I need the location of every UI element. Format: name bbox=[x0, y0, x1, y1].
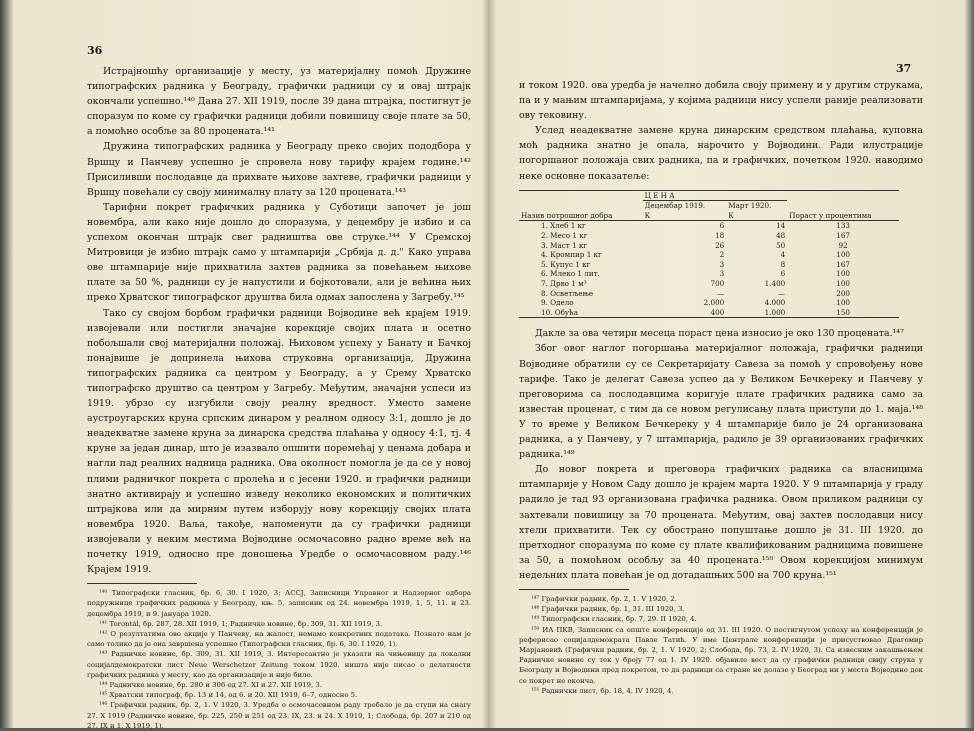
cell-mar: 14 bbox=[776, 221, 786, 231]
right-page bbox=[492, 0, 974, 728]
footnote: ¹⁴⁶ Графички радник, бр. 2, 1. V 1920, 3. Уредба о осмочасовном раду требало је да ступи на снагу 27. X 1919 (Радничке новине, бр. 225, 250 и 251 од 23. IX, 23. и 24. X 1919, 1; Слобода, бр. 207 и 210 од 27. IX и 1. X 1919, 1). bbox=[87, 701, 471, 730]
table-row bbox=[519, 289, 899, 299]
cell-dec: 700 bbox=[710, 279, 725, 288]
cell-name: 3. Маст 1 кг bbox=[541, 240, 588, 250]
footnote: ¹⁵⁰ ИА ПКВ, Записник са опште конференције од 31. III 1920. О постигнутом успеху на конференцији је реферисао социјалдемократа Павле Татић. У име Централе конференцији је присуствовао Драгомир Марјановић (Графички радник, бр. 2, 1. V 1920, 2; Слобода, бр. 73, 2. IV 1920, 3). Са извесним закашњењем Радничке новине су тек у броју 77 од 1. IV 1920. објавиле вест да су графички радници свију струка у Београду и Војводини пред покретом, те да радници са стране не долазе у Београд ни у места Војводине док се покрет не оконча. bbox=[519, 625, 923, 685]
cell-mar: — bbox=[778, 288, 786, 298]
col-name-header: Назив потрошног добра bbox=[519, 190, 643, 221]
table-row bbox=[519, 298, 899, 308]
cell-dec: 26 bbox=[715, 240, 725, 250]
cell-mar: 4.000 bbox=[764, 298, 786, 308]
footnote: ¹⁴⁰ Типографски гласник, бр. 6, 30. I 1920, 3; АССЈ, Записници Управног и Надзорног одбора подружнице графичких радника у Београду, књ. 5, записник од 24. новембра 1919, 1, 5, 11. и 23. децембра 1919, и 9. јануара 1920. bbox=[87, 589, 471, 618]
paragraph: Дружина типографских радника у Београду преко својих пододбора у Вршцу и Панчеву успешно је спровела нову тарифу крајем године.¹⁴² Присиливши послодавце да прихвате њихове захтеве, графички радници у Вршцу повећали су своју минималну плату за 120 процената.¹⁴³ bbox=[87, 141, 471, 198]
price-rows bbox=[519, 221, 899, 318]
left-body bbox=[87, 64, 471, 731]
cell-dec: 2.000 bbox=[703, 298, 725, 308]
footnote-divider bbox=[87, 583, 197, 584]
cell-dec: 18 bbox=[715, 231, 725, 241]
paragraph: и током 1920. ова уредба је начелно добила своју примену и у другим струкама, па и у мањим штампаријама, у којима радници нису успели раније реализовати ову тековину. bbox=[519, 80, 923, 122]
cell-dec: — bbox=[717, 288, 725, 298]
cell-growth: 100 bbox=[836, 250, 850, 260]
footnote-divider bbox=[519, 589, 629, 590]
cell-dec: 6 bbox=[719, 221, 725, 231]
cell-mar: 1.400 bbox=[764, 279, 786, 288]
cell-mar: 48 bbox=[776, 231, 786, 241]
cell-mar: 50 bbox=[776, 240, 786, 250]
cell-mar: 6 bbox=[780, 269, 786, 279]
table-row bbox=[519, 221, 899, 231]
cell-mar: 8 bbox=[780, 259, 786, 269]
footnote: ¹⁴⁹ Типографски гласник, бр. 7, 29. II 1920, 4. bbox=[531, 615, 697, 624]
footnote: ¹⁴⁴ Радничке новине, бр. 280 и 306 од 27. XI и 27. XII 1919, 3. bbox=[99, 681, 322, 690]
right-body bbox=[519, 78, 923, 696]
paragraph: Истрајношћу организације у месту, уз материјалну помоћ Дружине типографских радника у Београду, графички радници су и овај штрајк окончали успешно.¹⁴⁰ Дана 27. XII 1919, после 39 дана штрајка, постигнут је споразум по коме су графички радници добили повишицу своје плате за 50, а помоћно особље за 80 процената.¹⁴¹ bbox=[87, 66, 471, 138]
cell-growth: 150 bbox=[787, 308, 899, 318]
page-number-left: 36 bbox=[87, 44, 103, 57]
table-row bbox=[519, 231, 899, 241]
cell-growth: 100 bbox=[836, 269, 850, 279]
cell-growth: 133 bbox=[836, 221, 850, 231]
col-growth-header: Пораст у процентима bbox=[787, 190, 899, 221]
footnote: ¹⁴⁸ Графички радник, бр. 1, 31. III 1920, 3. bbox=[531, 605, 685, 614]
cell-dec: 3 bbox=[719, 269, 725, 279]
cell-mar: 1.000 bbox=[726, 308, 787, 318]
cell-growth: 167 bbox=[836, 259, 850, 269]
cell-name: 9. Одело bbox=[541, 298, 574, 308]
cell-dec: 2 bbox=[719, 250, 725, 260]
paragraph: Тако су својом борбом графички радници Војводине већ крајем 1919. извојевали или постигли значајне корекције својих плата и осетно побољшали свој материјални положај. Њиховом успеху у Банату и Бачкој понајвише је допринела њихова струковна организација, Дружина типографских радника са центром у Београду, а у Срему Хрватско типографско друштво са центром у Загребу. Међутим, значајни успеси из 1919. убрзо су изгубили своју реалну вредност. Уместо замене аустроугарских круна српским динаром у реалном односу 3:1, дошло је до неадекватне замене круна за динарска средства плаћања у односу 4:1, тј. 4 круне за један динар, што је изазвало опшити поремећај у ценама добара и нагли пад реалних надница радника. Ова околност помогла је да се у новој плими радничког покрета с пролећа и с јесени 1920. и графички радници знатно активирају и успешно изведу неколико економских и политичких штрајкова или да мирним путем изборују нову корекцију својих плата новембра 1920. Ваља, такође, напоменути да су графички радници извојевали у неким местима Војводине осмочасовно радно време већ на почетку 1919, односно пре доношења Уредбе о осмочасовном раду.¹⁴⁶ Крајем 1919. bbox=[87, 307, 471, 576]
paragraph: Дакле за ова четири месеца пораст цена износио је око 130 процената.¹⁴⁷ bbox=[535, 328, 904, 340]
footnote: ¹⁴¹ Torontál, бр. 287, 28. XII 1919, 1; Радничке новине, бр. 309, 31. XII 1919, 3. bbox=[99, 619, 383, 628]
footnote: ¹⁴² О резултатима ове акције у Панчеву, на жалост, немамо конкретних података. Познато нам је само толико да је она завршена успешно (Типографски гласник, бр. 6, 30. I 1920, 1). bbox=[87, 630, 471, 649]
table-row bbox=[519, 241, 899, 251]
cell-dec: 400 bbox=[643, 308, 727, 318]
footnote: ¹⁴³ Радничке новине, бр. 309, 31. XII 1919, 3. Интересантно је указати на чињеницу да локални социјалдемократски лист Neue Werschetzer Zeitung током 1920. ништа није писао о делатности графичких радника у месту, као да организације и није било. bbox=[87, 650, 471, 679]
cell-dec: 3 bbox=[719, 259, 725, 269]
paragraph: До новог покрета и преговора графичких радника са власницима штампарије у Новом Саду дошло је крајем марта 1920. У 9 штампарија у граду радило је тад 93 организована графичка радника. Овом приликом радници су захтевали повишицу за 70 процената. Међутим, овај захтев послодавци нису хтели прихватити. Тек су обострано попуштање дошло је 31. III 1920. до претходног споразума по коме су плате квалификованим радницима повишене за 50, а помоћном особљу за 40 процената.¹⁵⁰ Овом корекцијом минимум недељних плата повећан је од дотадашњих 500 на 700 круна.¹⁵¹ bbox=[519, 464, 923, 581]
page-number-right: 37 bbox=[896, 62, 912, 75]
table-row bbox=[519, 269, 899, 279]
footnote: ¹⁴⁷ Графички радник, бр. 2, 1. V 1920, 2. bbox=[531, 594, 677, 603]
footnote: ¹⁴⁵ Хрватски типограф, бр. 13 и 14, од 6. и 20. XII 1919, 6–7, односно 5. bbox=[99, 691, 358, 700]
paragraph: Услед неадекватне замене круна динарским средством плаћања, куповна моћ радника знатно је опала, нарочито у Војводини. Ради илустрације погоршаног положаја свих радника, па и графичких, почетком 1920. наводимо неке основне показатеље: bbox=[519, 125, 923, 182]
cell-growth: 92 bbox=[838, 240, 848, 250]
cell-growth: 100 bbox=[836, 298, 850, 308]
cell-name: 7. Дрво 1 м³ bbox=[541, 279, 587, 288]
table-row bbox=[519, 279, 899, 289]
cell-name: 10. Обућа bbox=[519, 308, 643, 318]
table-row bbox=[519, 308, 899, 318]
cell-mar: 4 bbox=[780, 250, 786, 260]
col-dec-header: Децембар 1919. К bbox=[643, 201, 727, 221]
footnotes-left bbox=[87, 588, 471, 731]
price-table bbox=[519, 190, 899, 319]
table-row bbox=[519, 260, 899, 270]
cell-name: 6. Млеко 1 лит. bbox=[541, 269, 600, 279]
footnotes-right bbox=[519, 594, 923, 696]
footnote: ¹⁵¹ Раднички лист, бр. 18, 4. IV 1920, 4. bbox=[531, 686, 674, 695]
cell-name: 5. Купус 1 кг bbox=[541, 259, 591, 269]
cell-name: 1. Хлеб 1 кг bbox=[541, 221, 586, 231]
paragraph: Тарифни покрет графичких радника у Суботици започет је још новембра, али како није дошло до споразума, у децембру је избио и са успехом окончан штрајк свег радништва ове струке.¹⁴⁴ У Сремској Митровици је избио штрајк само у штампарији „Србија д. д." Како управа ове штампарије није прихватила захтев радника за повећањем њихове плате за 50 %, радници су је напустили и бојкотовали, али је већина њих преко Хрватског типографског друштва била одмах запослена у Загребу.¹⁴⁵ bbox=[87, 201, 471, 304]
price-group-header: Ц Е Н А bbox=[643, 190, 788, 201]
cell-growth: 200 bbox=[836, 288, 850, 298]
col-mar-header: Март 1920. К bbox=[726, 201, 787, 221]
cell-name: 8. Осветљење bbox=[541, 288, 594, 298]
cell-growth: 100 bbox=[836, 279, 850, 288]
cell-growth: 167 bbox=[836, 231, 850, 241]
table-row bbox=[519, 250, 899, 260]
paragraph: Због овог наглог погоршања материјалног положаја, графички радници Војводине обратили су се Секретаријату Савеза за помоћ у спровођењу нове тарифе. Тако је делегат Савеза успео да у Великом Бечкереку и Панчеву у преговорима са послодавцима коригује плате графичких радника само за известан проценат, с тим да се новом регулисању плата приступи до 1. маја.¹⁴⁸ У то време у Великом Бечкереку у 4 штампарије било је 24 организована радника, а у Панчеву, у 7 штампарија, радило је 39 организованих графичких радника.¹⁴⁹ bbox=[519, 343, 923, 461]
cell-name: 2. Месо 1 кг bbox=[541, 231, 588, 241]
cell-name: 4. Кромпир 1 кг bbox=[541, 250, 602, 260]
